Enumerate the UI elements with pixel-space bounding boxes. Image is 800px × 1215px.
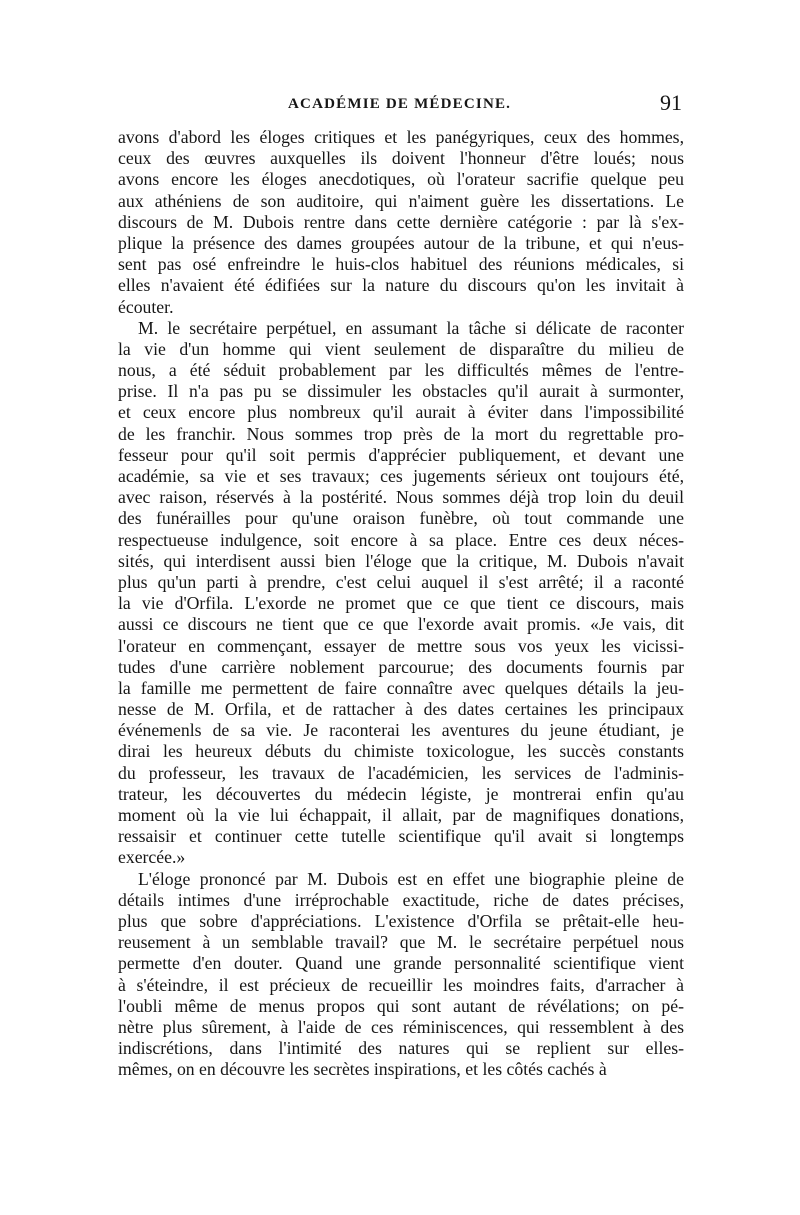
- text-line: elles n'avaient été édifiées sur la nature du discours qu'on les invitait à: [118, 275, 684, 296]
- text-line: aussi ce discours ne tient que ce que l'exorde avait promis. «Je vais, dit: [118, 614, 684, 635]
- text-line: tudes d'une carrière noblement parcourue; des documents fournis par: [118, 656, 684, 677]
- text-line: et ceux encore plus nombreux qu'il aurait à éviter dans l'impossibilité: [118, 402, 684, 423]
- text-line: plique la présence des dames groupées autour de la tribune, et qui n'eus-: [118, 232, 684, 253]
- text-line: événemenls de sa vie. Je raconterai les aventures du jeune étudiant, je: [118, 720, 684, 741]
- text-line: fesseur pour qu'il soit permis d'apprécier publiquement, et devant une: [118, 444, 684, 465]
- paragraph: [118, 318, 684, 869]
- body-text: [118, 127, 684, 1080]
- text-line: M. le secrétaire perpétuel, en assumant la tâche si délicate de raconter: [138, 317, 684, 338]
- text-line: la vie d'Orfila. L'exorde ne promet que ce que tient ce discours, mais: [118, 593, 684, 614]
- text-line: avons d'abord les éloges critiques et les panégyriques, ceux des hommes,: [118, 127, 684, 147]
- text-line: sent pas osé enfreindre le huis-clos habituel des réunions médicales, si: [118, 254, 684, 275]
- text-line: mêmes, on en découvre les secrètes inspirations, et les côtés cachés à: [118, 1059, 607, 1080]
- running-head: [118, 90, 682, 120]
- text-line: la famille me permettent de faire connaître avec quelques détails la jeu-: [118, 677, 684, 698]
- text-line: plus que sobre d'appréciations. L'existence d'Orfila se prêtait-elle heu-: [118, 910, 684, 931]
- text-line: sités, qui interdisent aussi bien l'éloge que la critique, M. Dubois n'avait: [118, 550, 684, 571]
- text-line: à s'éteindre, il est précieux de recueillir les moindres faits, d'arracher à: [118, 974, 684, 995]
- text-line: L'éloge prononcé par M. Dubois est en effet une biographie pleine de: [138, 868, 684, 889]
- text-line: indiscrétions, dans l'intimité des natures qui se replient sur elles-: [118, 1038, 684, 1059]
- page-number: 91: [660, 90, 682, 115]
- text-line: l'oubli même de menus propos qui sont autant de révélations; on pé-: [118, 995, 684, 1016]
- text-line: permette d'en douter. Quand une grande personnalité scientifique vient: [118, 953, 684, 974]
- text-line: avec raison, réservés à la postérité. Nous sommes déjà trop loin du deuil: [118, 487, 684, 508]
- text-line: trateur, les découvertes du médecin légiste, je montrerai enfin qu'au: [118, 783, 684, 804]
- text-line: nous, a été séduit probablement par les difficultés mêmes de l'entre-: [118, 360, 684, 381]
- text-line: ceux des œuvres auxquelles ils doivent l'honneur d'être loués; nous: [118, 148, 684, 169]
- text-line: la vie d'un homme qui vient seulement de disparaître du milieu de: [118, 338, 684, 359]
- text-line: de les franchir. Nous sommes trop près de la mort du regrettable pro-: [118, 423, 684, 444]
- paragraph: [118, 127, 684, 318]
- text-line: exercée.»: [118, 847, 186, 868]
- running-title: ACADÉMIE DE MÉDECINE.: [288, 96, 512, 112]
- text-line: l'orateur en commençant, essayer de mettre sous vos yeux les vicissi-: [118, 635, 684, 656]
- text-line: du professeur, les travaux de l'académicien, les services de l'adminis-: [118, 762, 684, 783]
- text-line: dirai les heureux débuts du chimiste toxicologue, les succès constants: [118, 741, 684, 762]
- text-line: respectueuse indulgence, soit encore à sa place. Entre ces deux néces-: [118, 529, 684, 550]
- text-line: discours de M. Dubois rentre dans cette dernière catégorie : par là s'ex-: [118, 211, 684, 232]
- text-line: aux athéniens de son auditoire, qui n'aiment guère les dissertations. Le: [118, 190, 684, 211]
- text-line: avons encore les éloges anecdotiques, où l'orateur sacrifie quelque peu: [118, 169, 684, 190]
- text-line: des funérailles pour qu'une oraison funèbre, où tout commande une: [118, 508, 684, 529]
- text-line: ressaisir et continuer cette tutelle scientifique qu'il avait si longtemps: [118, 826, 684, 847]
- text-line: reusement à un semblable travail? que M. le secrétaire perpétuel nous: [118, 932, 684, 953]
- text-line: plus qu'un parti à prendre, c'est celui auquel il s'est arrêté; il a raconté: [118, 571, 684, 592]
- text-line: écouter.: [118, 296, 174, 317]
- text-line: détails intimes d'une irréprochable exactitude, riche de dates précises,: [118, 889, 684, 910]
- text-line: nesse de M. Orfila, et de rattacher à des dates certaines les principaux: [118, 699, 684, 720]
- paragraph: [118, 869, 684, 1081]
- text-line: académie, sa vie et ses travaux; ces jugements sérieux ont toujours été,: [118, 466, 684, 486]
- text-line: moment où la vie lui échappait, il allait, par de magnifiques donations,: [118, 805, 684, 825]
- text-line: nètre plus sûrement, à l'aide de ces réminiscences, qui ressemblent à des: [118, 1016, 684, 1037]
- text-line: prise. Il n'a pas pu se dissimuler les obstacles qu'il aurait à surmonter,: [118, 381, 684, 402]
